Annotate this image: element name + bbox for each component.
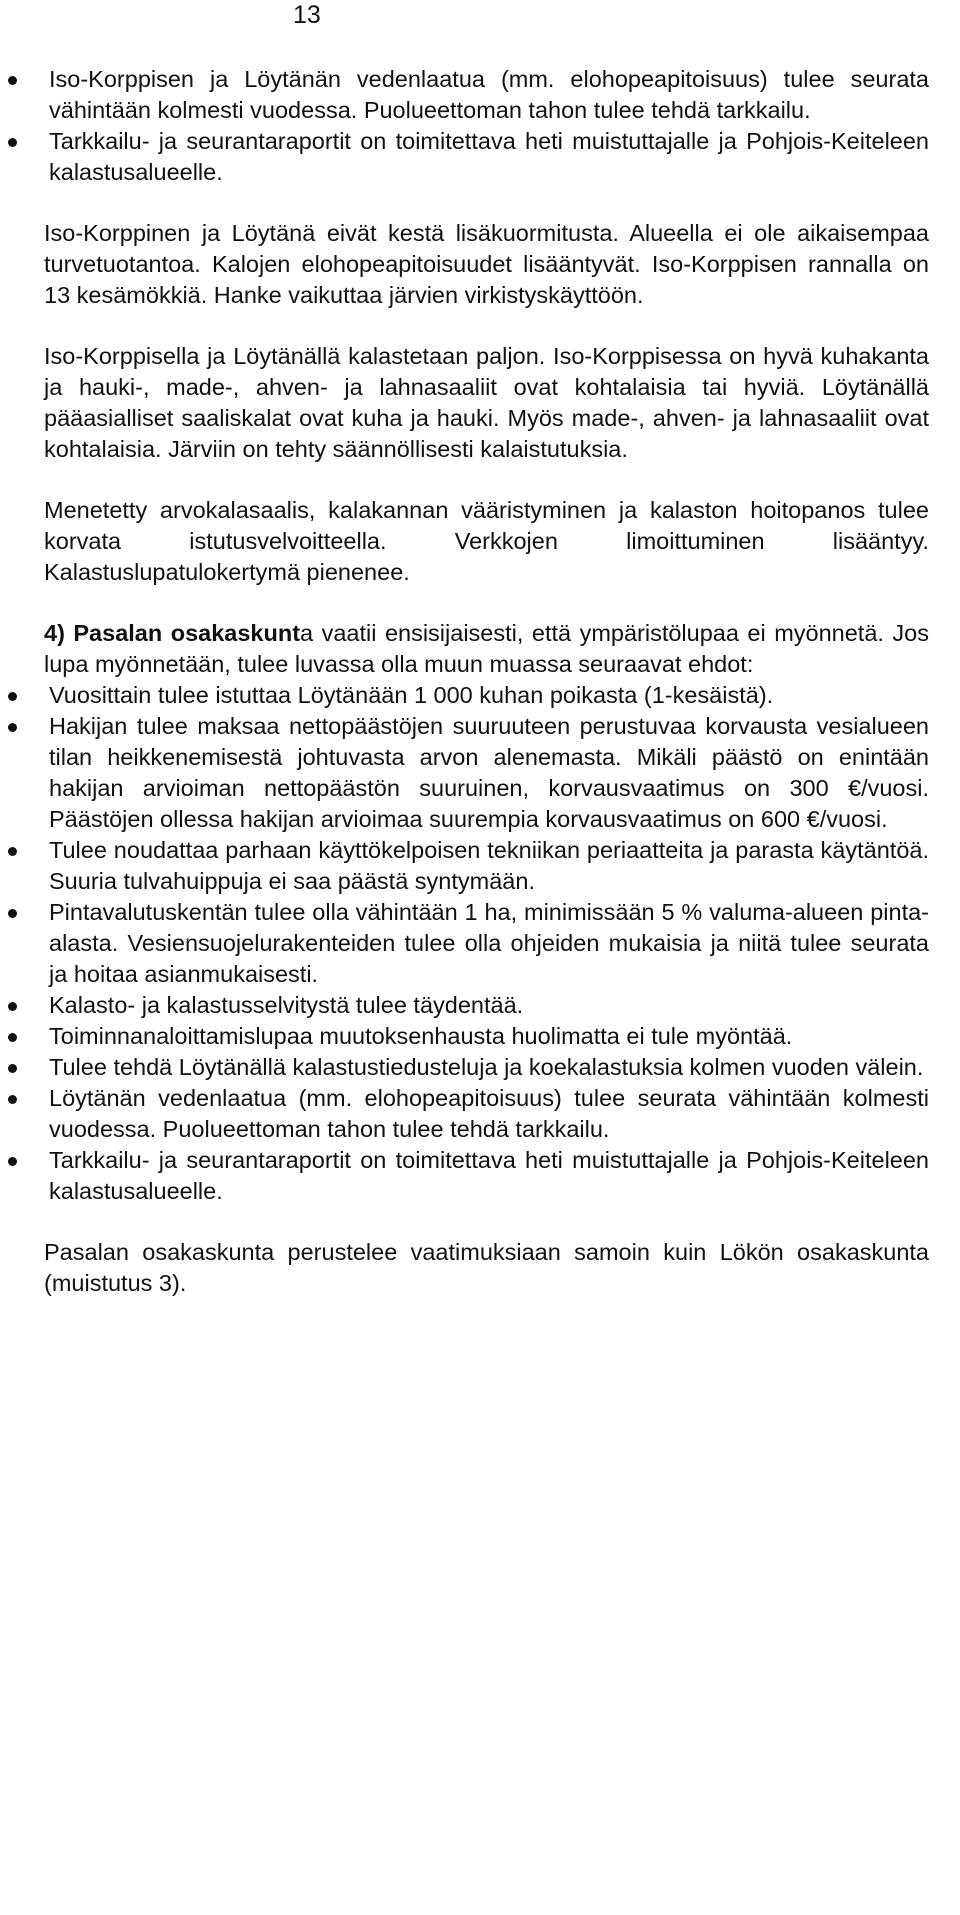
list-item: Hakijan tulee maksaa nettopäästöjen suuruuteen perustuvaa korvausta vesialueen tilan heikkenemisestä johtuvasta arvon alenemasta. Mikäli päästö on enintään hakijan arvioiman nettopäästön suuruinen, korvausvaatimus on 300 €/vuosi. Päästöjen ollessa hakijan arvioimaa suurempia korvausvaatimus on 600 €/vuosi. xyxy=(44,711,929,835)
bullet-icon xyxy=(8,1157,17,1166)
list-item: Tarkkailu- ja seurantaraportit on toimitettava heti muistuttajalle ja Pohjois-Keiteleen kalastusalueelle. xyxy=(44,126,929,188)
conditions-list xyxy=(44,680,929,1207)
list-item: Tulee tehdä Löytänällä kalastustiedusteluja ja koekalastuksia kolmen vuoden välein. xyxy=(44,1052,929,1083)
bullet-icon xyxy=(8,138,17,147)
list-item: Löytänän vedenlaatua (mm. elohopeapitoisuus) tulee seurata vähintään kolmesti vuodessa. Puolueettoman tahon tulee tehdä tarkkailu. xyxy=(44,1083,929,1145)
top-bullet-list xyxy=(44,64,929,188)
document-body xyxy=(44,64,929,1299)
bullet-icon xyxy=(8,909,17,918)
bullet-icon xyxy=(8,1002,17,1011)
list-item: Toiminnanaloittamislupaa muutoksenhausta huolimatta ei tule myöntää. xyxy=(44,1021,929,1052)
paragraph: Iso-Korppisella ja Löytänällä kalastetaan paljon. Iso-Korppisessa on hyvä kuhakanta ja hauki-, made-, ahven- ja lahnasaaliit ovat kohtalaisia tai hyviä. Löytänällä pääasialliset saaliskalat ovat kuha ja hauki. Myös made-, ahven- ja lahnasaaliit ovat kohtalaisia. Järviin on tehty säännöllisesti kalaistutuksia. xyxy=(44,343,929,462)
list-item: Iso-Korppisen ja Löytänän vedenlaatua (mm. elohopeapitoisuus) tulee seurata vähintään kolmesti vuodessa. Puolueettoman tahon tulee tehdä tarkkailu. xyxy=(44,64,929,126)
list-item: Kalasto- ja kalastusselvitystä tulee täydentää. xyxy=(44,990,929,1021)
section-4-text: a vaatii ensisijaisesti, että ympäristölupaa ei myönnetä. Jos lupa myönnetään, tulee luvassa olla muun muassa seuraavat ehdot: xyxy=(44,620,929,677)
section-4-heading: 4) Pasalan osakaskunt xyxy=(44,620,301,646)
paragraph: Menetetty arvokalasaalis, kalakannan vääristyminen ja kalaston hoitopanos tulee korvata istutusvelvoitteella. Verkkojen limoittuminen lisääntyy. Kalastuslupatulokertymä pienenee. xyxy=(44,497,929,585)
bullet-icon xyxy=(8,723,17,732)
bullet-icon xyxy=(8,1064,17,1073)
list-item: Pintavalutuskentän tulee olla vähintään 1 ha, minimissään 5 % valuma-alueen pinta-alasta. Vesiensuojelurakenteiden tulee olla ohjeiden mukaisia ja niitä tulee seurata ja hoitaa asianmukaisesti. xyxy=(44,897,929,990)
bullet-icon xyxy=(8,692,17,701)
bullet-icon xyxy=(8,1033,17,1042)
paragraph: Iso-Korppinen ja Löytänä eivät kestä lisäkuormitusta. Alueella ei ole aikaisempaa turvetuotantoa. Kalojen elohopeapitoisuudet lisääntyvät. Iso-Korppisen rannalla on 13 kesämökkiä. Hanke vaikuttaa järvien virkistyskäyttöön. xyxy=(44,220,929,308)
closing-paragraph: Pasalan osakaskunta perustelee vaatimuksiaan samoin kuin Lökön osakaskunta (muistutus 3). xyxy=(44,1239,929,1296)
page-number: 13 xyxy=(293,1,321,29)
section-4-paragraph xyxy=(44,618,929,680)
list-item: Tulee noudattaa parhaan käyttökelpoisen tekniikan periaatteita ja parasta käytäntöä. Suuria tulvahuippuja ei saa päästä syntymään. xyxy=(44,835,929,897)
list-item: Vuosittain tulee istuttaa Löytänään 1 000 kuhan poikasta (1-kesäistä). xyxy=(44,680,929,711)
bullet-icon xyxy=(8,76,17,85)
bullet-icon xyxy=(8,1095,17,1104)
bullet-icon xyxy=(8,847,17,856)
list-item: Tarkkailu- ja seurantaraportit on toimitettava heti muistuttajalle ja Pohjois-Keiteleen kalastusalueelle. xyxy=(44,1145,929,1207)
